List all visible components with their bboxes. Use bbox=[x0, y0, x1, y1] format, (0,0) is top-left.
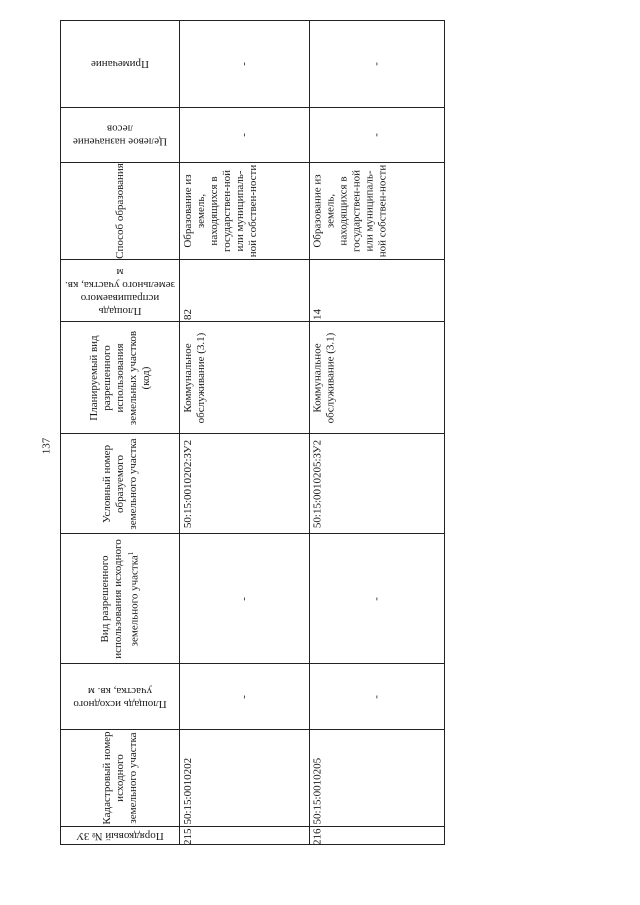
header-formation-method-label: Способ образования bbox=[113, 163, 125, 259]
header-conditional-number bbox=[60, 434, 180, 534]
header-formation-method bbox=[60, 163, 180, 260]
row-216-requested-area: 14 bbox=[310, 260, 445, 322]
row-215-source-use: - bbox=[180, 534, 310, 664]
header-source-use-label: Вид разрешенного использования исходного земельного участка bbox=[98, 538, 140, 659]
row-215-requested-area: 82 bbox=[180, 260, 310, 322]
header-note-label: Примечание bbox=[90, 58, 149, 70]
row-216-forest-purpose: - bbox=[310, 108, 445, 163]
row-216-ordinal: 216 bbox=[310, 827, 445, 845]
header-source-area bbox=[60, 664, 180, 730]
header-planned-use-label: Планируемый вид разрешенного использования земельных участков (код) bbox=[87, 330, 151, 425]
row-215-planned-use: Коммунальное обслуживание (3.1) bbox=[180, 322, 310, 434]
header-source-use bbox=[60, 534, 180, 664]
row-215-formation-method: Образование из земель, находящихся в государствен-ной или муниципаль-ной собствен-ности bbox=[180, 163, 310, 260]
header-requested-area bbox=[60, 260, 180, 322]
header-source-area-label: Площадь исходного участка, кв. м bbox=[72, 684, 167, 710]
row-215-conditional-number: 50:15:0010202:ЗУ2 bbox=[180, 434, 310, 534]
row-216-source-use: - bbox=[310, 534, 445, 664]
row-215-source-area: - bbox=[180, 664, 310, 730]
header-source-cadastral-label: Кадастровый номер исходного земельного участка bbox=[100, 731, 138, 825]
header-ordinal bbox=[60, 827, 180, 845]
row-215-source-cadastral: 50:15:0010202 bbox=[180, 730, 310, 827]
row-216-conditional-number: 50:15:0010205:ЗУ2 bbox=[310, 434, 445, 534]
header-planned-use bbox=[60, 322, 180, 434]
row-215-forest-purpose: - bbox=[180, 108, 310, 163]
page-number: 137 bbox=[40, 437, 52, 455]
header-note bbox=[60, 20, 180, 108]
row-215-note: - bbox=[180, 20, 310, 108]
row-216-source-area: - bbox=[310, 664, 445, 730]
header-requested-area-label: Площадь испрашиваемого земельного участка, кв. м bbox=[64, 265, 175, 317]
row-216-note: - bbox=[310, 20, 445, 108]
footnote-marker: 1 bbox=[126, 551, 135, 555]
header-ordinal-label: Порядковый № ЗУ bbox=[75, 829, 164, 842]
row-216-formation-method: Образование из земель, находящихся в государствен-ной или муниципаль-ной собствен-ности bbox=[310, 163, 445, 260]
row-216-source-cadastral: 50:15:0010205 bbox=[310, 730, 445, 827]
header-source-cadastral bbox=[60, 730, 180, 827]
row-216-planned-use: Коммунальное обслуживание (3.1) bbox=[310, 322, 445, 434]
row-215-ordinal: 215 bbox=[180, 827, 310, 845]
header-conditional-number-label: Условный номер образуемого земельного участка bbox=[100, 437, 138, 530]
header-forest-purpose bbox=[60, 108, 180, 163]
land-plots-table bbox=[60, 20, 445, 845]
header-forest-purpose-label: Целевое назначение лесов bbox=[72, 123, 167, 148]
